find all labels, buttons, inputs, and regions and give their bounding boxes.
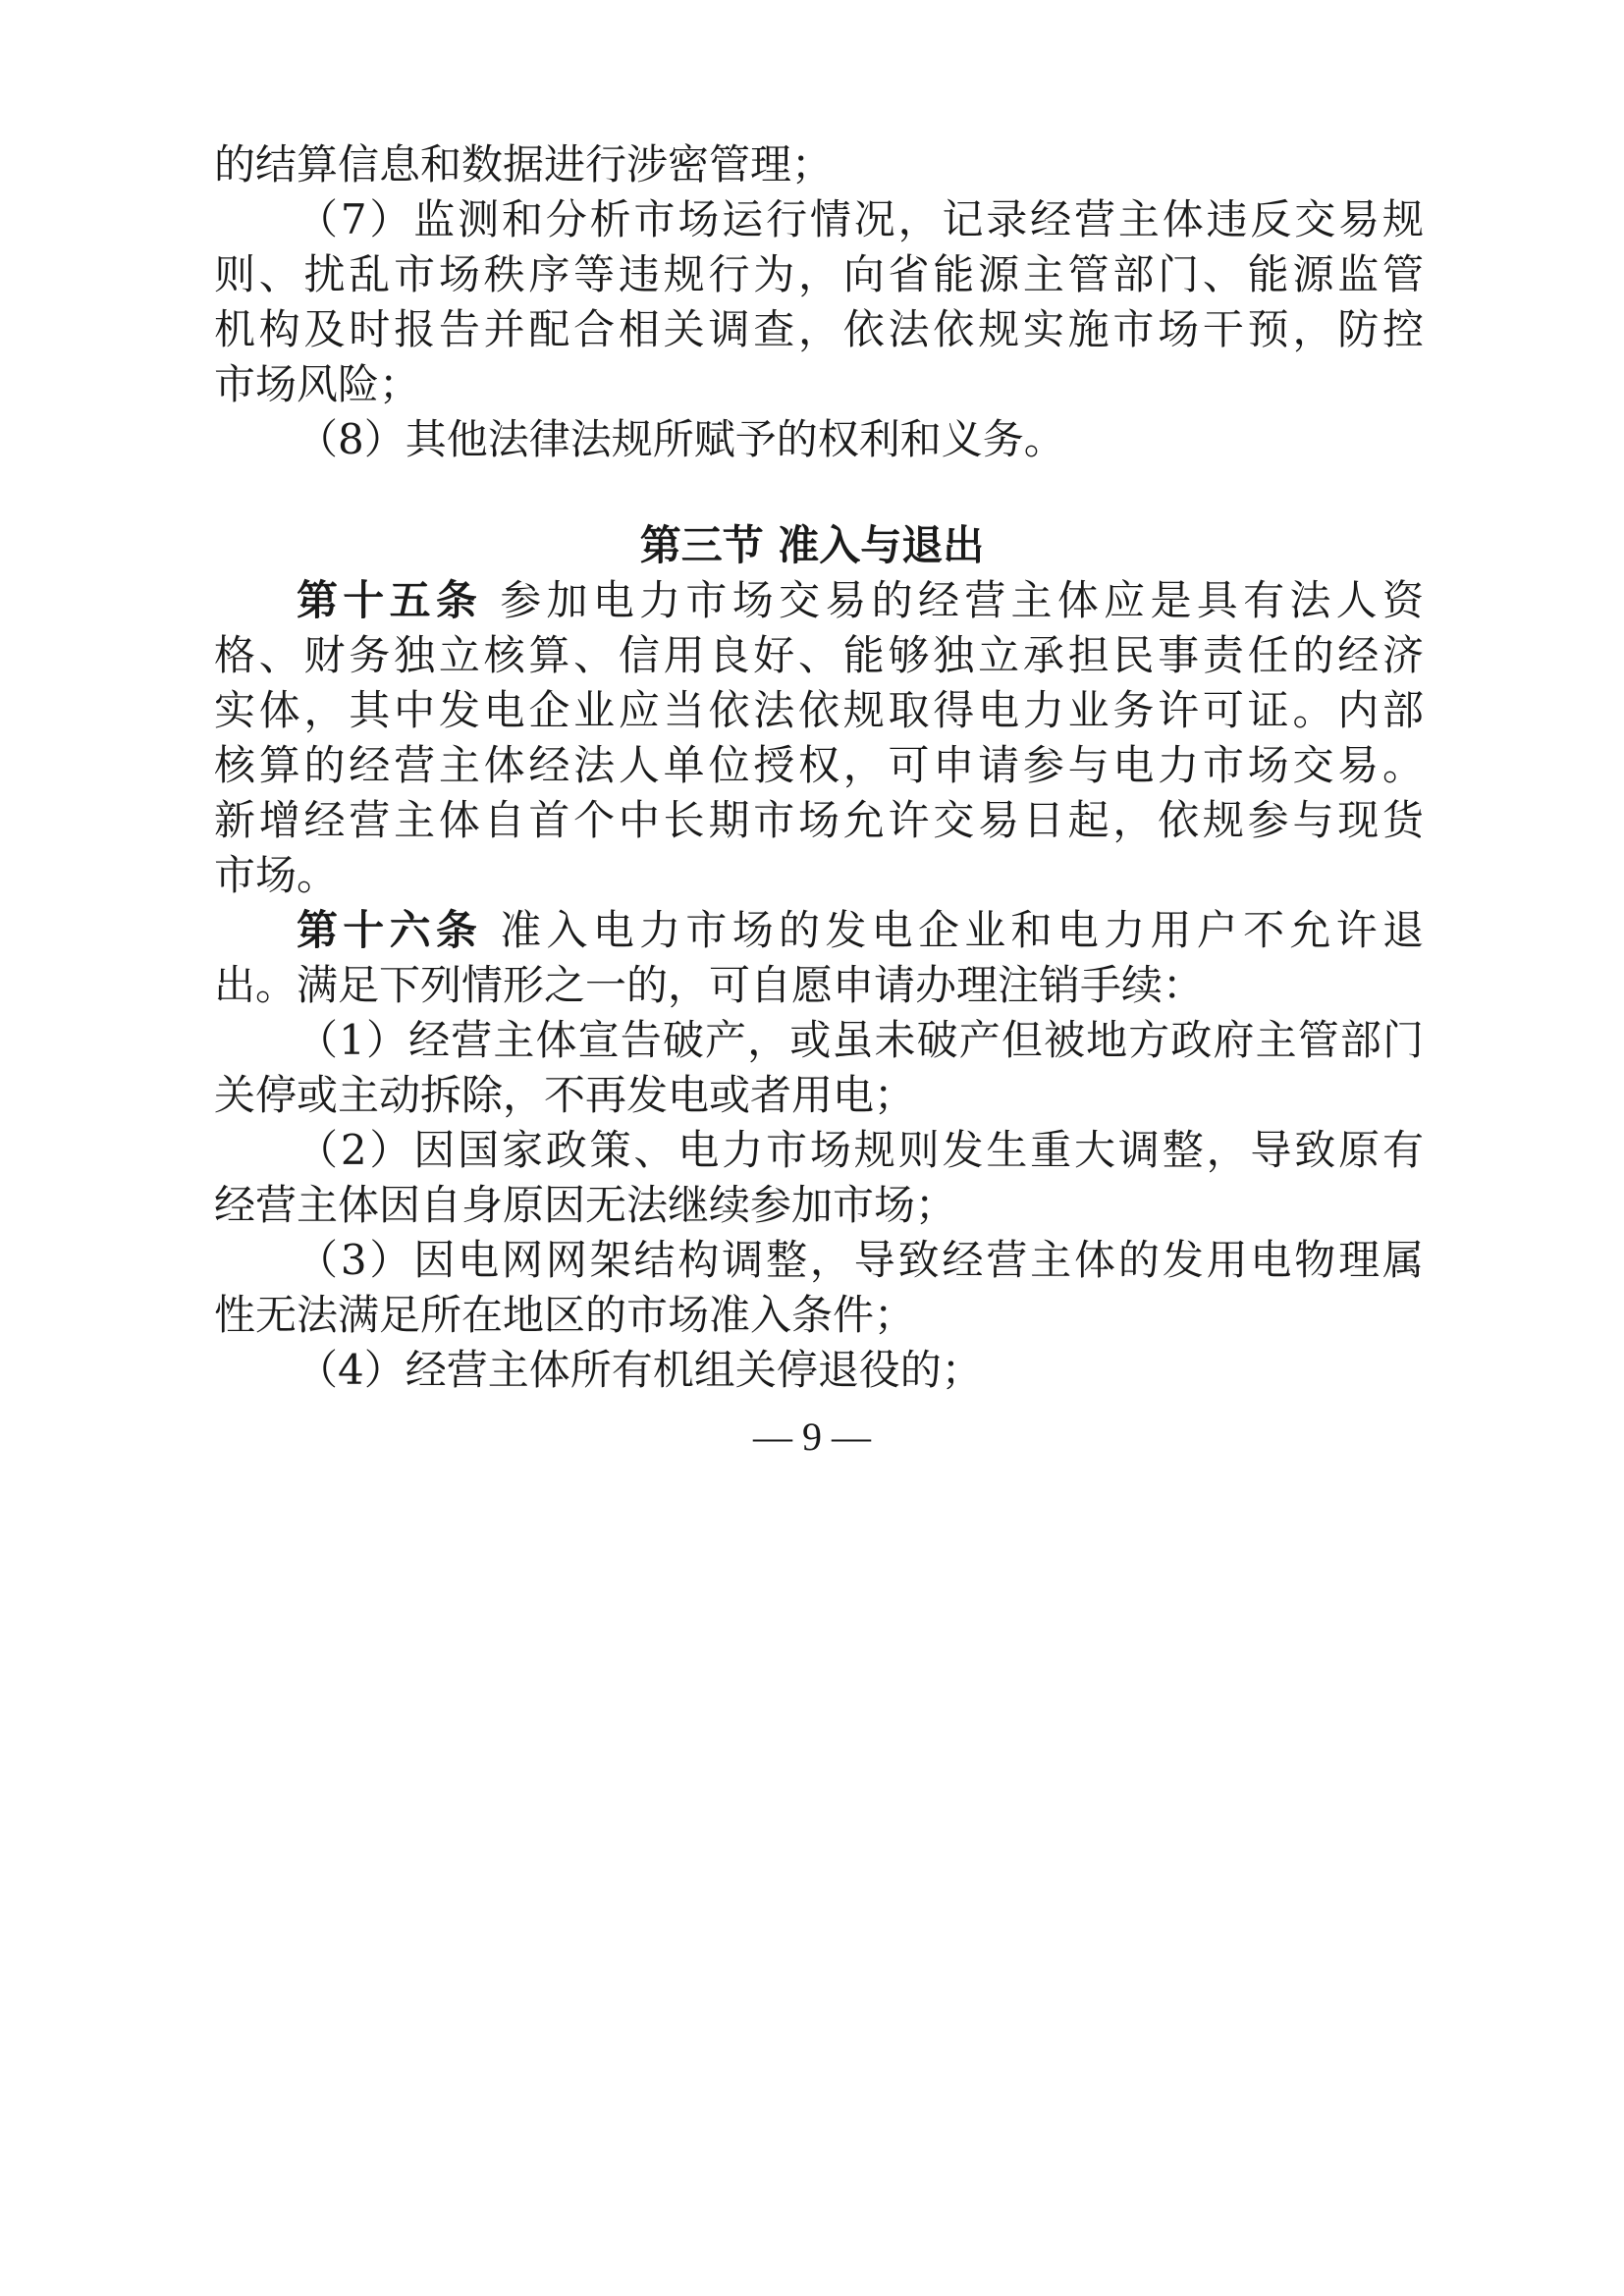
text-line: 性无法满足所在地区的市场准入条件； xyxy=(214,1291,916,1339)
text-line: 市场风险； xyxy=(214,360,421,408)
article-16-number: 第十六条 xyxy=(297,906,483,954)
text-line: 关停或主动拆除，不再发电或者用电； xyxy=(214,1071,916,1119)
text-line: （2）因国家政策、电力市场规则发生重大调整，导致原有 xyxy=(297,1126,1424,1174)
article-15-number: 第十五条 xyxy=(297,576,483,624)
text-line: （3）因电网网架结构调整，导致经营主体的发用电物理属 xyxy=(297,1236,1424,1284)
text-line: （1）经营主体宣告破产，或虽未破产但被地方政府主管部门 xyxy=(297,1016,1424,1064)
article-15-text: 参加电力市场交易的经营主体应是具有法人资 xyxy=(500,576,1424,624)
text-line: 经营主体因自身原因无法继续参加市场； xyxy=(214,1181,957,1229)
text-line: 的结算信息和数据进行涉密管理； xyxy=(214,140,834,188)
section-heading: 第三节 准入与退出 xyxy=(639,521,985,569)
page-number: — 9 — xyxy=(753,1415,871,1459)
text-line: 机构及时报告并配合相关调查，依法依规实施市场干预，防控 xyxy=(214,305,1424,353)
text-line: 实体，其中发电企业应当依法依规取得电力业务许可证。内部 xyxy=(214,686,1424,734)
text-line: 市场。 xyxy=(214,851,339,899)
article-15-first-line xyxy=(297,573,1424,628)
text-line: 格、财务独立核算、信用良好、能够独立承担民事责任的经济 xyxy=(214,631,1424,679)
text-line: （7）监测和分析市场运行情况，记录经营主体违反交易规 xyxy=(297,195,1424,243)
text-line: （8）其他法律法规所赋予的权利和义务。 xyxy=(297,415,1065,463)
text-line: 核算的经营主体经法人单位授权，可申请参与电力市场交易。 xyxy=(214,741,1424,789)
article-16-first-line xyxy=(297,903,1424,958)
text-line: （4）经营主体所有机组关停退役的； xyxy=(297,1346,983,1394)
text-line: 新增经营主体自首个中长期市场允许交易日起，依规参与现货 xyxy=(214,796,1424,844)
text-line: 则、扰乱市场秩序等违规行为，向省能源主管部门、能源监管 xyxy=(214,250,1424,298)
text-line: 出。满足下列情形之一的，可自愿申请办理注销手续： xyxy=(214,961,1205,1009)
article-16-text: 准入电力市场的发电企业和电力用户不允许退 xyxy=(500,906,1424,954)
